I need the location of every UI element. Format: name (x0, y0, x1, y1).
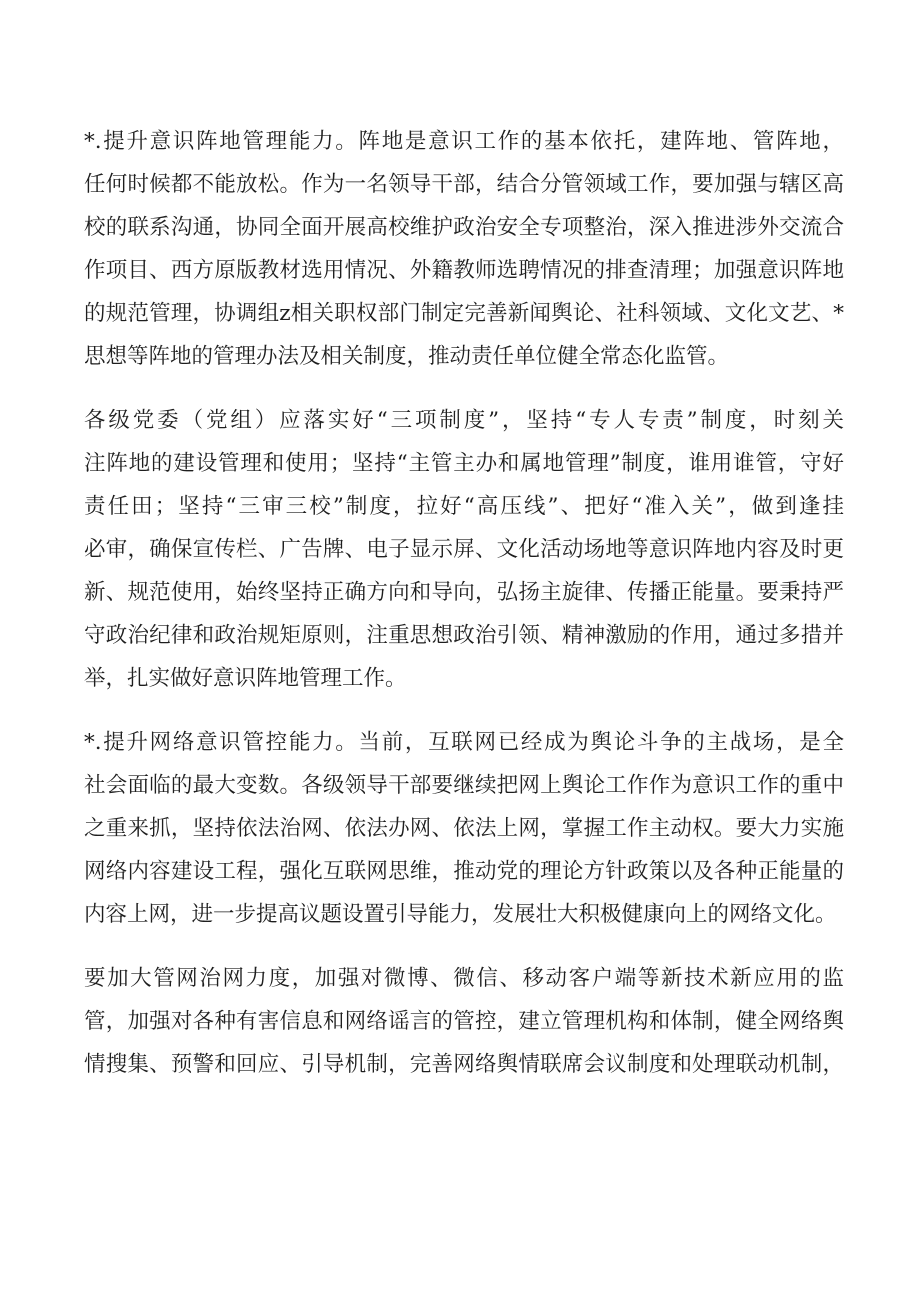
paragraph-spacing (84, 936, 844, 957)
text-line: *.提升意识阵地管理能力。阵地是意识工作的基本依托，建阵地、管阵地， (84, 129, 844, 154)
text-line: 管，加强对各种有害信息和网络谣言的管控，建立管理机构和体制，健全网络舆 (84, 1009, 844, 1034)
paragraph-2 (84, 399, 844, 700)
paragraph-1 (84, 120, 844, 378)
text-line: 举，扎实做好意识阵地管理工作。 (84, 666, 407, 691)
text-line: 责任田；坚持“三审三校”制度，拉好“高压线”、把好“准入关”，做到逢挂 (84, 494, 844, 519)
paragraph-spacing (84, 700, 844, 721)
text-line: 必审，确保宣传栏、广告牌、电子显示屏、文化活动场地等意识阵地内容及时更 (84, 537, 844, 562)
text-line: 校的联系沟通，协同全面开展高校维护政治安全专项整治，深入推进涉外交流合 (84, 215, 844, 240)
text-line: 守政治纪律和政治规矩原则，注重思想政治引领、精神激励的作用，通过多措并 (84, 623, 844, 648)
text-line: 任何时候都不能放松。作为一名领导干部，结合分管领域工作，要加强与辖区高 (84, 172, 844, 197)
text-line: *.提升网络意识管控能力。当前，互联网已经成为舆论斗争的主战场，是全 (84, 730, 844, 755)
text-line: 网络内容建设工程，强化互联网思维，推动党的理论方针政策以及各种正能量的 (84, 859, 844, 884)
text-line: 各级党委（党组）应落实好“三项制度”，坚持“专人专责”制度，时刻关 (84, 408, 844, 433)
paragraph-3 (84, 721, 844, 936)
text-line: 思想等阵地的管理办法及相关制度，推动责任单位健全常态化监管。 (84, 344, 730, 369)
text-line: 注阵地的建设管理和使用；坚持“主管主办和属地管理”制度，谁用谁管，守好 (84, 451, 844, 476)
text-line: 要加大管网治网力度，加强对微博、微信、移动客户端等新技术新应用的监 (84, 966, 844, 991)
text-line: 社会面临的最大变数。各级领导干部要继续把网上舆论工作作为意识工作的重中 (84, 773, 844, 798)
text-line: 新、规范使用，始终坚持正确方向和导向，弘扬主旋律、传播正能量。要秉持严 (84, 580, 844, 605)
paragraph-4 (84, 957, 844, 1086)
document-body (84, 120, 844, 1086)
paragraph-spacing (84, 378, 844, 399)
text-line: 情搜集、预警和回应、引导机制，完善网络舆情联席会议制度和处理联动机制， (84, 1052, 844, 1077)
text-line: 内容上网，进一步提高议题设置引导能力，发展壮大积极健康向上的网络文化。 (84, 902, 837, 927)
text-line: 之重来抓，坚持依法治网、依法办网、依法上网，掌握工作主动权。要大力实施 (84, 816, 844, 841)
text-line: 作项目、西方原版教材选用情况、外籍教师选聘情况的排查清理；加强意识阵地 (84, 258, 844, 283)
text-line: 的规范管理，协调组z相关职权部门制定完善新闻舆论、社科领域、文化文艺、* (84, 301, 844, 326)
